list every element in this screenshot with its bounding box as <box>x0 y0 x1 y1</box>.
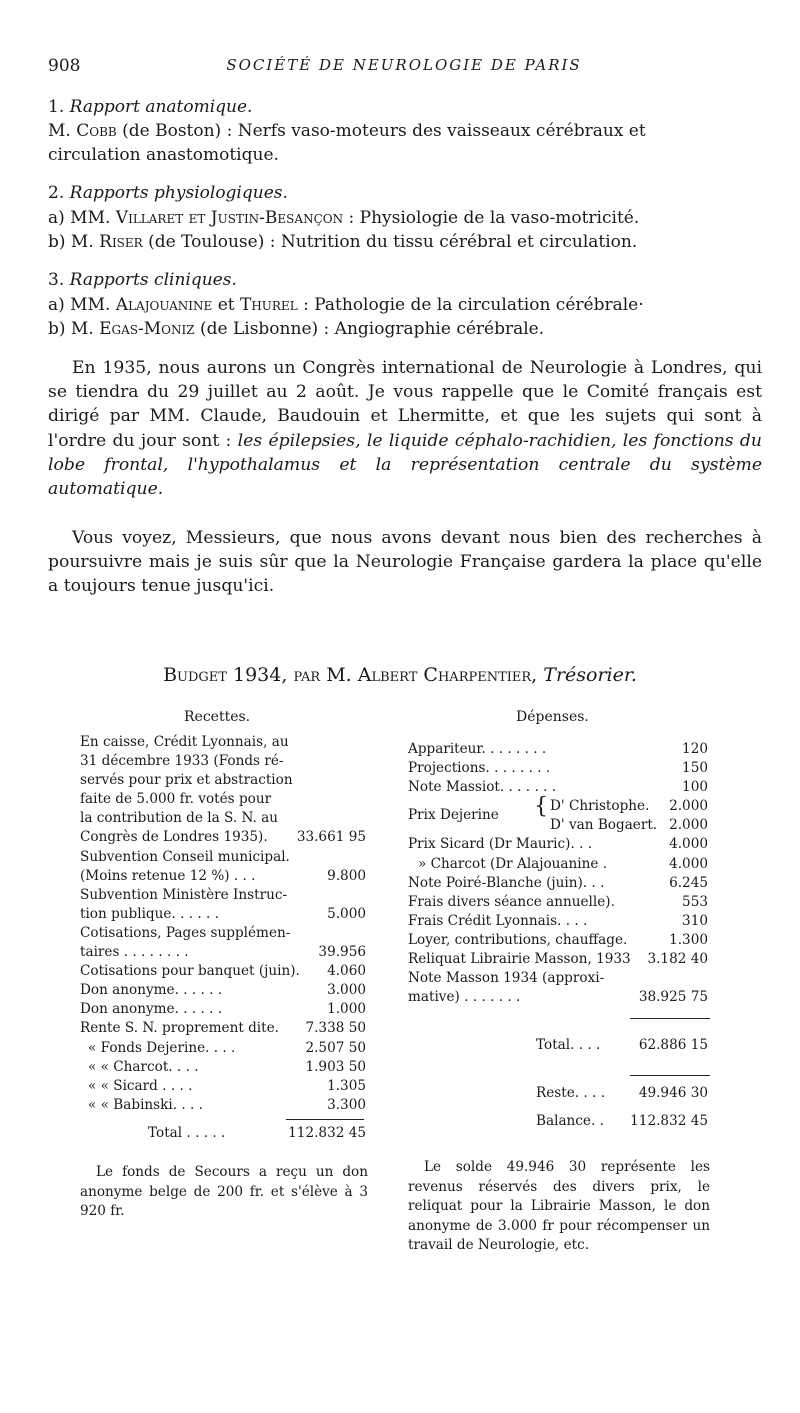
depenses-label: D' van Bogaert. <box>550 817 658 834</box>
recettes-label: Don anonyme. . . . . . <box>80 982 223 999</box>
depenses-label: » Charcot (Dr Alajouanine . <box>418 855 608 872</box>
recettes-amount: 9.800 <box>327 867 366 884</box>
report-heading-3: 3. Rapports cliniques. <box>48 270 237 290</box>
depenses-label: Note Masson 1934 (approxi- <box>408 970 605 987</box>
recettes-row <box>80 905 366 924</box>
depenses-amount: 310 <box>682 912 708 929</box>
depenses-label: Note Massiot. . . . . . . <box>408 779 557 796</box>
depenses-row <box>408 874 708 893</box>
recettes-label: « Fonds Dejerine. . . . <box>88 1039 236 1056</box>
recettes-label: « « Sicard . . . . <box>88 1077 193 1094</box>
depenses-row <box>408 969 708 988</box>
recettes-label: Subvention Conseil municipal. <box>80 848 290 865</box>
depenses-row <box>408 794 708 824</box>
recettes-row <box>80 771 366 790</box>
recettes-row <box>80 962 366 981</box>
prix-dejerine-label: Prix Dejerine <box>408 807 499 824</box>
recettes-label: taires . . . . . . . . <box>80 944 189 961</box>
paragraph-congress: En 1935, nous aurons un Congrès international de Neurologie à Londres, qui se tiendra du 29 juillet au 2 août. Je vous rappelle que le Comité français est dirigé par MM. Claude, Baudouin et Lhermitte, et que les sujets qui sont à l'ordre du jour sont : les épilepsies, le liquide céphalo-rachidien, les fonctions du lobe frontal, l'hypothalamus et la représentation centrale du système automatique. <box>48 358 762 500</box>
recettes-label: 31 décembre 1933 (Fonds ré- <box>80 753 284 770</box>
depenses-row <box>408 855 708 874</box>
depenses-amount: 3.182 40 <box>647 951 708 968</box>
depenses-row <box>408 931 708 950</box>
depenses-row <box>408 759 708 778</box>
recettes-label: Subvention Ministère Instruc- <box>80 886 288 903</box>
budget-title: Budget 1934, par M. Albert Charpentier, Trésorier. <box>163 664 637 686</box>
depenses-amount: 150 <box>682 760 708 777</box>
report-line: a) MM. Alajouanine et Thurel : Pathologie de la circulation cérébrale· <box>48 295 644 315</box>
depenses-reste-rule <box>630 1075 710 1076</box>
brace: { <box>534 794 548 819</box>
depenses-amount: 100 <box>682 779 708 796</box>
recettes-amount: 2.507 50 <box>305 1039 366 1056</box>
recettes-amount: 1.903 50 <box>305 1058 366 1075</box>
depenses-label: Frais Crédit Lyonnais. . . . <box>408 912 588 929</box>
recettes-amount: 3.300 <box>327 1096 366 1113</box>
recettes-amount: 33.661 95 <box>296 829 366 846</box>
depenses-row <box>408 835 708 854</box>
report-line: circulation anastomotique. <box>48 145 279 165</box>
recettes-row <box>80 733 366 752</box>
depenses-row <box>408 950 708 969</box>
depenses-row <box>408 988 708 1007</box>
recettes-label: Congrès de Londres 1935). <box>80 829 268 846</box>
recettes-row <box>80 867 366 886</box>
recettes-amount: 1.000 <box>327 1001 366 1018</box>
recettes-label: « « Charcot. . . . <box>88 1058 199 1075</box>
page-number: 908 <box>48 56 81 76</box>
depenses-label: mative) . . . . . . . <box>408 989 521 1006</box>
depenses-label: Reliquat Librairie Masson, 1933 <box>408 951 631 968</box>
recettes-heading: Recettes. <box>184 709 251 725</box>
recettes-row <box>80 1096 366 1115</box>
depenses-label: Loyer, contributions, chauffage. <box>408 931 628 948</box>
report-line: M. Cobb (de Boston) : Nerfs vaso-moteurs des vaisseaux cérébraux et <box>48 121 646 141</box>
recettes-row <box>80 1077 366 1096</box>
report-line: a) MM. Villaret et Justin-Besançon : Physiologie de la vaso-motricité. <box>48 208 640 228</box>
recettes-row <box>80 1000 366 1019</box>
recettes-row <box>80 828 366 847</box>
report-heading-1: 1. Rapport anatomique. <box>48 97 253 117</box>
recettes-label: servés pour prix et abstraction <box>80 772 293 789</box>
recettes-row <box>80 752 366 771</box>
recettes-label: Cotisations, Pages supplémen- <box>80 924 291 941</box>
depenses-row <box>408 912 708 931</box>
recettes-label: Don anonyme. . . . . . <box>80 1001 223 1018</box>
recettes-row <box>80 886 366 905</box>
depenses-amount: 4.000 <box>669 855 708 872</box>
depenses-heading: Dépenses. <box>516 709 589 725</box>
recettes-amount: 7.338 50 <box>305 1020 366 1037</box>
depenses-note: Le solde 49.946 30 représente les revenus réservés des divers prix, le reliquat pour la Librairie Masson, le don anonyme de 3.000 fr pour récompenser un travail de Neurologie, etc. <box>408 1159 710 1254</box>
recettes-label: Rente S. N. proprement dite. <box>80 1020 279 1037</box>
recettes-row <box>80 943 366 962</box>
depenses-row <box>408 778 708 797</box>
running-header <box>48 56 760 80</box>
depenses-balance-row: Balance. . 112.832 45 <box>536 1113 708 1129</box>
depenses-amount: 120 <box>682 741 708 757</box>
report-heading-2: 2. Rapports physiologiques. <box>48 183 288 203</box>
recettes-label: (Moins retenue 12 %) . . . <box>80 867 256 884</box>
depenses-label: Prix Sicard (Dr Mauric). . . <box>408 836 593 853</box>
depenses-amount: 2.000 <box>669 798 708 815</box>
recettes-label: faite de 5.000 fr. votés pour <box>80 791 272 808</box>
depenses-amount: 553 <box>682 893 708 910</box>
depenses-row <box>408 893 708 912</box>
recettes-table <box>80 733 366 1115</box>
recettes-row <box>80 981 366 1000</box>
recettes-label: Cotisations pour banquet (juin). <box>80 963 300 980</box>
depenses-reste-row: Reste. . . . 49.946 30 <box>536 1085 708 1101</box>
recettes-total-row: Total . . . . . 112.832 45 <box>148 1125 366 1141</box>
depenses-total-row: Total. . . . 62.886 15 <box>536 1037 708 1053</box>
recettes-amount: 1.305 <box>327 1077 366 1094</box>
recettes-label: « « Babinski. . . . <box>88 1096 203 1113</box>
recettes-row <box>80 1019 366 1038</box>
recettes-note: Le fonds de Secours a reçu un don anonyme belge de 200 fr. et s'élève à 3 920 fr. <box>80 1164 368 1220</box>
depenses-total-rule <box>630 1018 710 1019</box>
depenses-table <box>408 740 708 1007</box>
recettes-label: la contribution de la S. N. au <box>80 810 278 827</box>
recettes-amount: 3.000 <box>327 982 366 999</box>
depenses-label: Frais divers séance annuelle). <box>408 893 615 910</box>
recettes-row <box>80 924 366 943</box>
recettes-total-rule <box>286 1119 364 1120</box>
depenses-amount: 6.245 <box>669 874 708 891</box>
paragraph-conclusion: Vous voyez, Messieurs, que nous avons devant nous bien des recherches à poursuivre mais je suis sûr que la Neurologie Française gardera la place qu'elle a toujours tenue jusqu'ici. <box>48 528 762 597</box>
recettes-row <box>80 790 366 809</box>
depenses-row <box>408 816 708 835</box>
depenses-amount: 2.000 <box>669 817 708 834</box>
depenses-amount: 1.300 <box>669 931 708 948</box>
recettes-amount: 39.956 <box>318 944 366 961</box>
depenses-amount: 38.925 75 <box>638 989 708 1006</box>
depenses-row <box>408 740 708 759</box>
depenses-label: Note Poiré-Blanche (juin). . . <box>408 874 605 891</box>
depenses-amount: 4.000 <box>669 836 708 853</box>
recettes-label: En caisse, Crédit Lyonnais, au <box>80 734 289 750</box>
depenses-label: Projections. . . . . . . . <box>408 760 551 777</box>
recettes-amount: 5.000 <box>327 905 366 922</box>
recettes-row <box>80 1058 366 1077</box>
depenses-label: D' Christophe. <box>550 798 650 815</box>
recettes-row <box>80 809 366 828</box>
recettes-amount: 4.060 <box>327 963 366 980</box>
running-title: SOCIÉTÉ DE NEUROLOGIE DE PARIS <box>226 56 582 74</box>
depenses-label: Appariteur. . . . . . . . <box>408 741 547 757</box>
recettes-row <box>80 1039 366 1058</box>
report-line: b) M. Egas-Moniz (de Lisbonne) : Angiographie cérébrale. <box>48 319 545 339</box>
recettes-row <box>80 848 366 867</box>
report-line: b) M. Riser (de Toulouse) : Nutrition du tissu cérébral et circulation. <box>48 232 638 252</box>
recettes-label: tion publique. . . . . . <box>80 905 219 922</box>
